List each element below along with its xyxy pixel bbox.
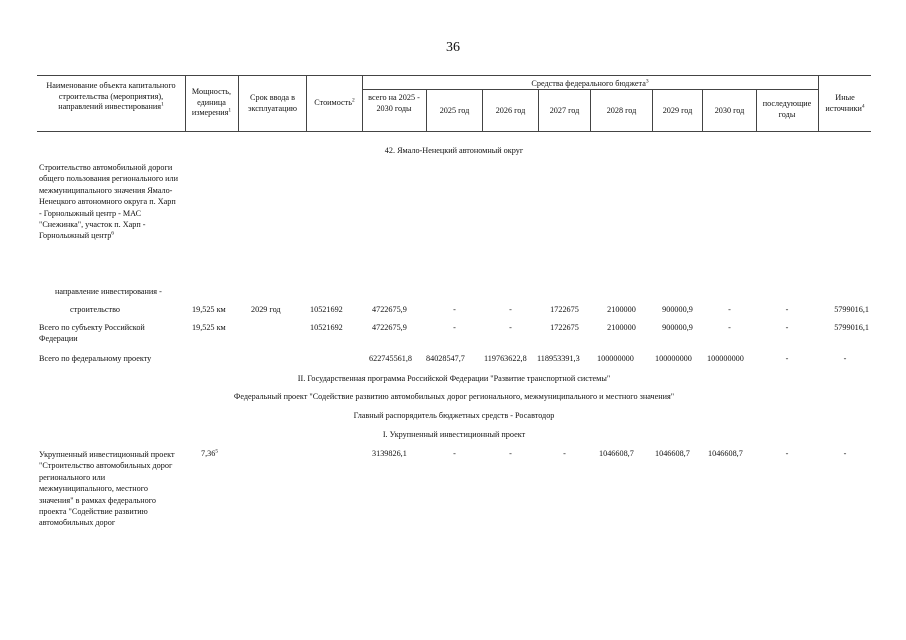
- header-next-years: последующие годы: [762, 99, 812, 119]
- row-y2029: 1046608,7: [655, 449, 690, 458]
- row-capacity: 19,525 км: [192, 323, 226, 332]
- header-federal-group: Средства федерального бюджета$^3$: [531, 78, 649, 88]
- row-y2028: 1046608,7: [599, 449, 634, 458]
- header-year-2025: 2025 год: [439, 106, 470, 115]
- header-term: Срок ввода в эксплуатацию: [248, 93, 297, 113]
- row-cost: 10521692: [310, 323, 343, 332]
- row-total: 3139826,1: [372, 449, 407, 458]
- row-name: Всего по субъекту Российской Федерации: [39, 323, 145, 343]
- header-top-rule: [37, 75, 871, 76]
- row-y2030: 100000000: [707, 354, 744, 363]
- header-cost: Стоимость$^2$: [314, 97, 355, 107]
- row-y2026: 119763622,8: [484, 354, 527, 363]
- row-y2029: 900000,9: [662, 323, 693, 332]
- row-y2025: -: [453, 449, 456, 458]
- row-y2029: 100000000: [655, 354, 692, 363]
- section-region: 42. Ямало-Ненецкий автономный округ: [384, 146, 524, 155]
- row-other: 5799016,1: [834, 323, 869, 332]
- row-y2027: 118953391,3: [537, 354, 580, 363]
- section-fedproj: Федеральный проект "Содействие развитию автомобильных дорог регионального, межмуниципального и местного значения": [233, 392, 675, 401]
- row-total: 4722675,9: [372, 323, 407, 332]
- row-cost: 10521692: [310, 305, 343, 314]
- row-y2026: -: [509, 449, 512, 458]
- row-y2029: 900000,9: [662, 305, 693, 314]
- row-y2026: -: [509, 323, 512, 332]
- row-next: -: [785, 323, 789, 332]
- row-y2025: 84028547,7: [426, 354, 465, 363]
- row-other: -: [843, 354, 847, 363]
- row-name: Укрупненный инвестиционный проект "Строительство автомобильных дорог регионального или межмуниципального, местного значения" в рамках федерального проекта "Содействие развитию автомобильных дорог: [39, 450, 175, 528]
- header-capacity: Мощность, единица измерения$^1$: [191, 87, 232, 118]
- section-ukrup: I. Укрупненный инвестиционный проект: [382, 430, 526, 439]
- header-bottom-rule: [37, 131, 871, 132]
- row-y2026: -: [509, 305, 512, 314]
- row-capacity: 19,525 км: [192, 305, 226, 314]
- page-number: 36: [446, 40, 460, 55]
- row-term: 2029 год: [251, 305, 281, 314]
- row-y2027: 1722675: [550, 305, 579, 314]
- header-year-2028: 2028 год: [606, 106, 637, 115]
- header-year-2027: 2027 год: [549, 106, 580, 115]
- row-y2030: 1046608,7: [708, 449, 743, 458]
- header-total: всего на 2025 - 2030 годы: [368, 93, 420, 113]
- direction-label: направление инвестирования -: [55, 287, 162, 296]
- row-next: -: [785, 449, 789, 458]
- section-gosprog: II. Государственная программа Российской Федерации "Развитие транспортной системы": [297, 374, 611, 383]
- row-y2028: 100000000: [597, 354, 634, 363]
- row-next: -: [785, 354, 789, 363]
- row-y2030: -: [728, 323, 731, 332]
- header-year-2029: 2029 год: [662, 106, 693, 115]
- row-y2030: -: [728, 305, 731, 314]
- header-year-2030: 2030 год: [714, 106, 745, 115]
- object-name: Строительство автомобильной дороги общего пользования регионального или межмуниципального значения Ямало-Ненецкого автономного округа п. Харп - Горнолыжный центр - МАС "Снежинка", участок п. Харп - Горнолыжный центр$^6$: [39, 163, 179, 241]
- row-total: 622745561,8: [369, 354, 412, 363]
- row-name: Всего по федеральному проекту: [39, 354, 152, 363]
- row-next: -: [785, 305, 789, 314]
- row-y2028: 2100000: [607, 305, 636, 314]
- row-y2025: -: [453, 323, 456, 332]
- row-total: 4722675,9: [372, 305, 407, 314]
- row-other: -: [843, 449, 847, 458]
- row-y2027: 1722675: [550, 323, 579, 332]
- row-y2027: -: [563, 449, 566, 458]
- row-y2028: 2100000: [607, 323, 636, 332]
- header-name: Наименование объекта капитального строительства (мероприятия), направлений инвестирования$^1$: [46, 81, 176, 112]
- row-capacity: 7,36$^5$: [201, 448, 219, 458]
- row-y2025: -: [453, 305, 456, 314]
- section-rasp: Главный распорядитель бюджетных средств - Росавтодор: [353, 411, 555, 420]
- row-name: строительство: [70, 305, 121, 314]
- row-other: 5799016,1: [834, 305, 869, 314]
- header-year-2026: 2026 год: [495, 106, 526, 115]
- header-other-sources: Иные источники$^4$: [825, 93, 865, 113]
